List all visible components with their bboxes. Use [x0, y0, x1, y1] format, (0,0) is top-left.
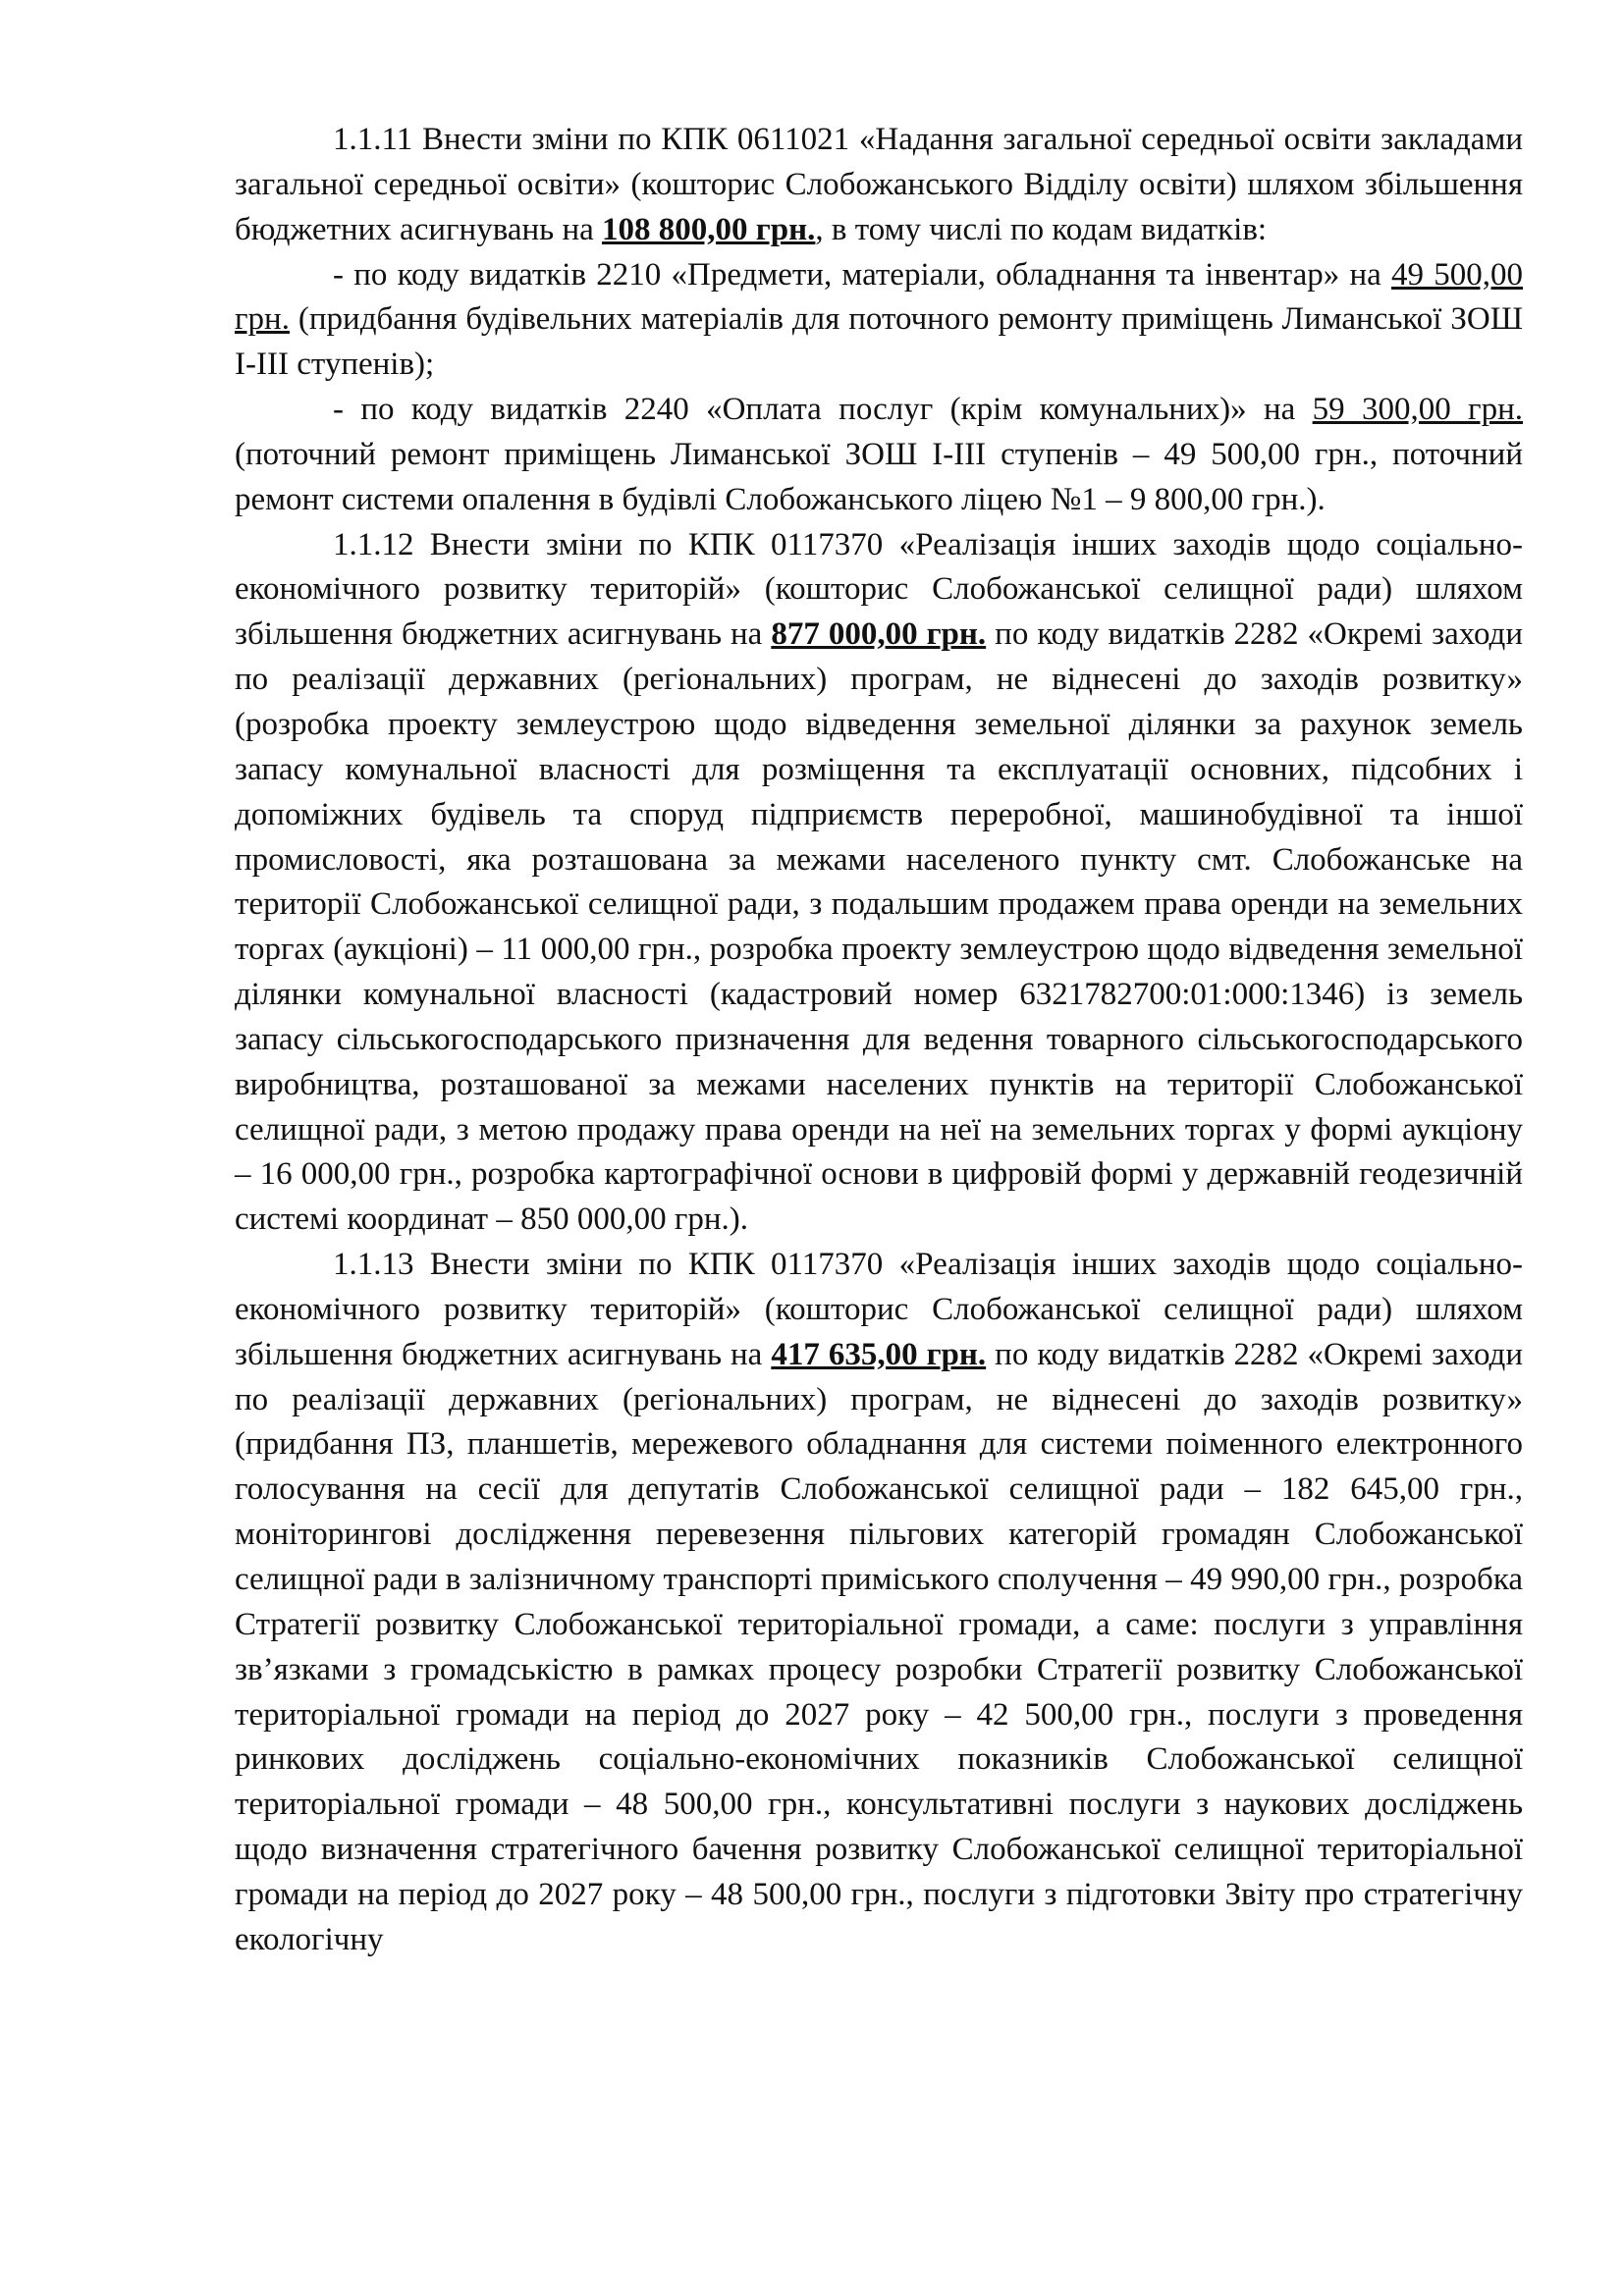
sub-item-paragraph: [235, 388, 1523, 523]
clause-1-1-13: [235, 1243, 1523, 1963]
clause-heading-paragraph: [235, 523, 1523, 1244]
text-run: - по коду видатків 2240 «Оплата послуг (крім комунальних)» на: [333, 392, 1313, 428]
text-run: (придбання будівельних матеріалів для поточного ремонту приміщень Лиманської ЗОШ І-ІІІ ступенів);: [235, 301, 1523, 383]
amount-subtotal: 59 300,00 грн.: [1312, 392, 1523, 428]
text-run: , в тому числі по кодам видатків:: [815, 211, 1268, 247]
amount-total: 417 635,00 грн.: [771, 1336, 987, 1372]
amount-subtotal: 49 500,00 грн.: [235, 256, 1524, 338]
text-run: - по коду видатків 2210 «Предмети, матеріали, обладнання та інвентар» на: [333, 256, 1392, 293]
clause-1-1-11: [235, 118, 1523, 523]
text-run: по коду видатків 2282 «Окремі заходи по реалізації державних (регіональних) програм, не віднесені до заходів розвитку» (придбання ПЗ, планшетів, мережевого обладнання для системи поіменного електронного голосування на сесії для депутатів Слобожанської селищної ради – 182 645,00 грн., моніторингові дослідження перевезення пільгових категорій громадян Слобожанської селищної ради в залізничному транспорті приміського сполучення – 49 990,00 грн., розробка Стратегії розвитку Слобожанської територіальної громади, а саме: послуги з управління зв’язками з громадськістю в рамках процесу розробки Стратегії розвитку Слобожанської територіальної громади на період до 2027 року – 42 500,00 грн., послуги з проведення ринкових досліджень соціально-економічних показників Слобожанської селищної територіальної громади – 48 500,00 грн., консультативні послуги з наукових досліджень щодо визначення стратегічного бачення розвитку Слобожанської селищної територіальної громади на період до 2027 року – 48 500,00 грн., послуги з підготовки Звіту про стратегічну екологічну: [235, 1336, 1524, 1957]
text-run: 1.1.11 Внести зміни по КПК 0611021 «Надання загальної середньої освіти закладами загальної середньої освіти» (кошторис Слобожанського Відділу освіти) шляхом збільшення бюджетних асигнувань на: [235, 122, 1523, 247]
document-body: [235, 118, 1523, 1963]
clause-1-1-12: [235, 523, 1523, 1244]
amount-total: 108 800,00 грн.: [602, 211, 816, 247]
text-run: по коду видатків 2282 «Окремі заходи по реалізації державних (регіональних) програм, не віднесені до заходів розвитку» (розробка проекту землеустрою щодо відведення земельної ділянки за рахунок земель запасу комунальної власності для розміщення та експлуатації основних, підсобних і допоміжних будівель та споруд підприємств переробної, машинобудівної та іншої промисловості, яка розташована за межами населеного пункту смт. Слобожанське на території Слобожанської селищної ради, з подальшим продажем права оренди на земельних торгах (аукціоні) – 11 000,00 грн., розробка проекту землеустрою щодо відведення земельної ділянки комунальної власності (кадастровий номер 6321782700:01:000:1346) із земель запасу сільськогосподарського призначення для ведення товарного сільськогосподарського виробництва, розташованої за межами населених пунктів на території Слобожанської селищної ради, з метою продажу права оренди на неї на земельних торгах у формі аукціону – 16 000,00 грн., розробка картографічної основи в цифровій формі у державній геодезичній системі координат – 850 000,00 грн.).: [235, 616, 1524, 1238]
clause-heading-paragraph: [235, 118, 1523, 253]
sub-item-paragraph: [235, 253, 1523, 389]
text-run: 1.1.13 Внести зміни по КПК 0117370 «Реалізація інших заходів щодо соціально-економічного розвитку територій» (кошторис Слобожанської селищної ради) шляхом збільшення бюджетних асигнувань на: [235, 1247, 1523, 1372]
clause-heading-paragraph: [235, 1243, 1523, 1963]
text-run: (поточний ремонт приміщень Лиманської ЗОШ І-ІІІ ступенів – 49 500,00 грн., поточний ремонт системи опалення в будівлі Слобожанського ліцею №1 – 9 800,00 грн.).: [235, 436, 1523, 517]
text-run: 1.1.12 Внести зміни по КПК 0117370 «Реалізація інших заходів щодо соціально-економічного розвитку територій» (кошторис Слобожанської селищної ради) шляхом збільшення бюджетних асигнувань на: [235, 526, 1523, 653]
amount-total: 877 000,00 грн.: [771, 616, 987, 653]
